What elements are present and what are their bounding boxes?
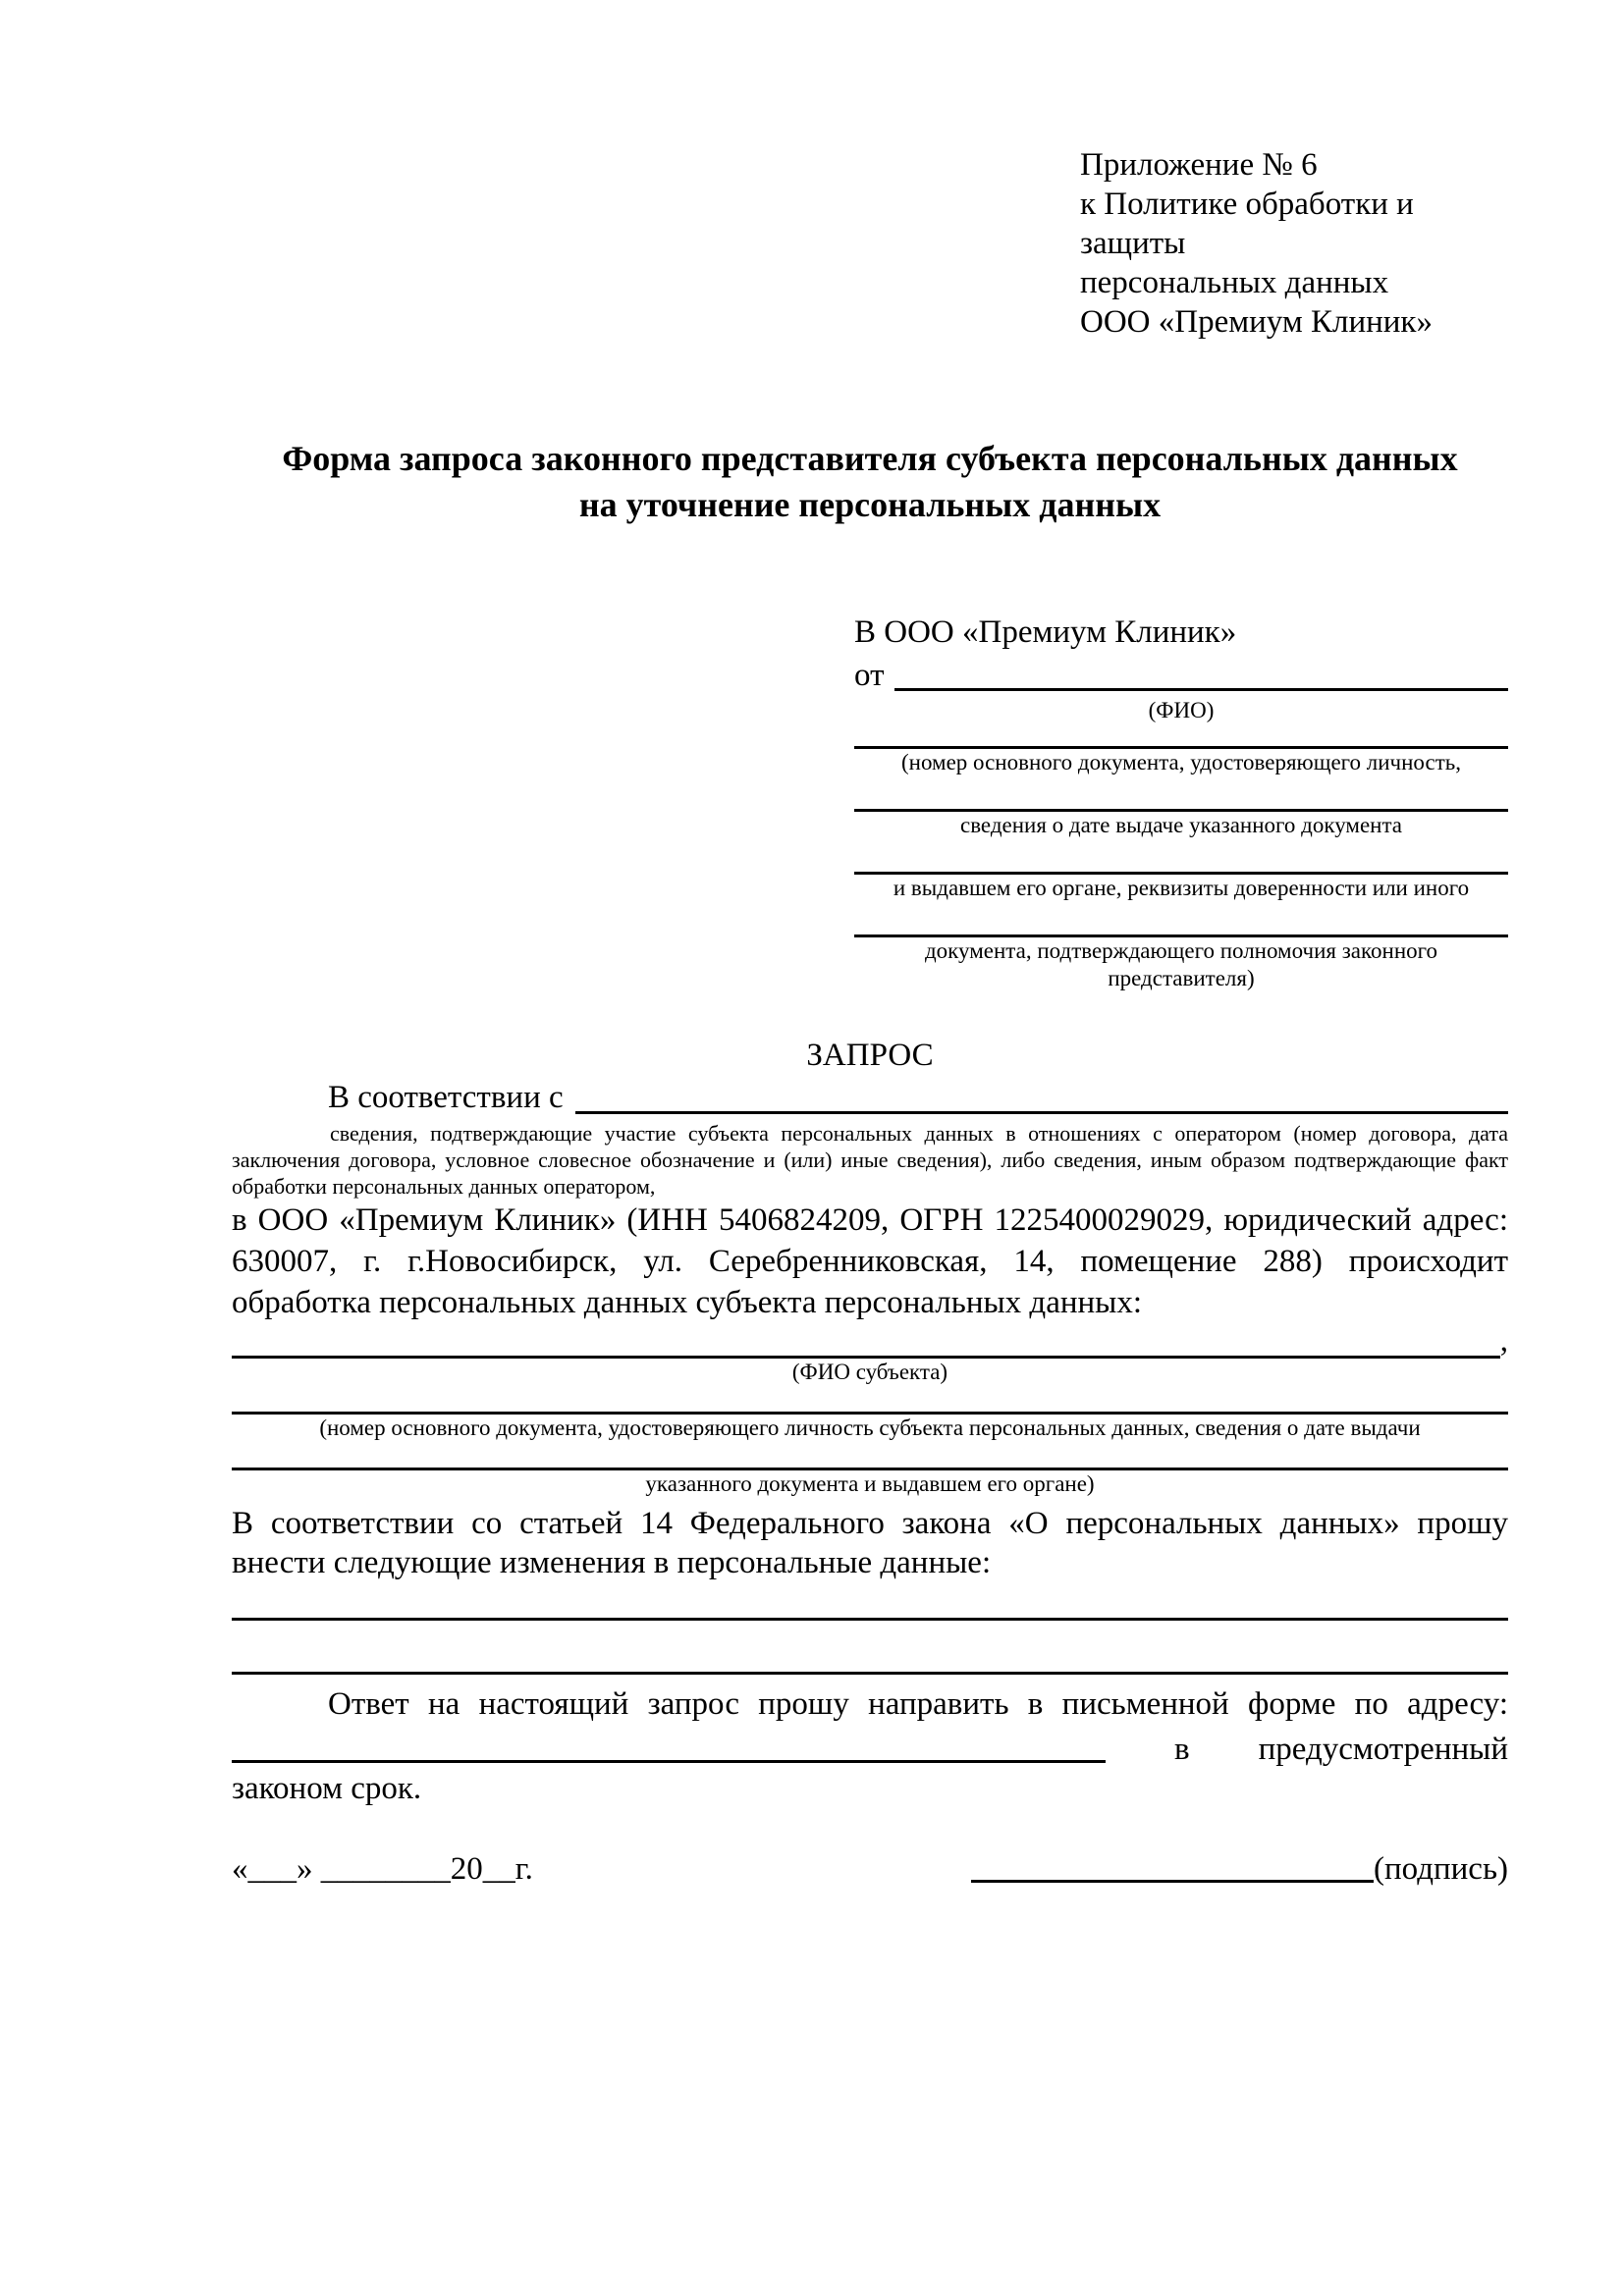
date-signature-row	[232, 1849, 1508, 1889]
appendix-line: персональных данных	[1080, 265, 1389, 300]
addressee-to: В ООО «Премиум Клиник»	[854, 614, 1237, 650]
representative-doc-blank-3	[854, 839, 1508, 902]
appendix-line: ООО «Премиум Клиник»	[1080, 304, 1433, 340]
basis-blank-line	[575, 1075, 1508, 1114]
intro-prefix: В соответствии с	[328, 1080, 564, 1115]
title-line-2: на уточнение персональных данных	[578, 485, 1162, 524]
addressee-block	[854, 611, 1508, 992]
law-paragraph	[232, 1504, 1508, 1582]
representative-doc-blank-1	[854, 724, 1508, 776]
from-label: от	[854, 658, 885, 693]
signature-block	[971, 1849, 1508, 1889]
changes-blank-line-1	[232, 1582, 1508, 1621]
changes-blank-line-2	[232, 1621, 1508, 1675]
operator-paragraph	[232, 1200, 1508, 1323]
law-line: В соответствии со статьей 14 Федерального закона «О персональных данных» прошу	[232, 1506, 1508, 1541]
response-paragraph	[232, 1684, 1508, 1724]
blank-caption: (номер основного документа, удостоверяющего личность,	[900, 750, 1461, 774]
signature-blank-line	[971, 1880, 1374, 1883]
appendix-note	[1080, 145, 1508, 342]
blank-caption: (номер основного документа, удостоверяющего личность субъекта персональных данных, сведения о дате выдачи	[319, 1415, 1421, 1440]
footnote-line: сведения, подтверждающие участие субъекта персональных данных в отношениях с оператором (номер договора, дата	[330, 1121, 1508, 1146]
footnote-line: обработки персональных данных оператором,	[232, 1174, 656, 1199]
request-heading: ЗАПРОС	[806, 1038, 934, 1073]
appendix-line: к Политике обработки и защиты	[1080, 187, 1414, 261]
blank-line	[854, 839, 1508, 875]
subject-doc-blank-1	[232, 1386, 1508, 1442]
blank-line	[854, 902, 1508, 937]
response-word-term: предусмотренный	[1258, 1732, 1508, 1767]
operator-line: в ООО «Премиум Клиник» (ИНН 5406824209, ОГРН 1225400029029, юридический адрес:	[232, 1202, 1508, 1238]
response-address-line	[232, 1724, 1508, 1769]
operator-line: 630007, г. г.Новосибирск, ул. Серебренниковская, 14, помещение 288) происходит	[232, 1244, 1508, 1279]
footnote-line: заключения договора, условное словесное обозначение и (или) иные сведения), либо сведения, иным образом подтверждающие факт	[232, 1148, 1508, 1172]
response-word-v: в	[1174, 1732, 1190, 1767]
request-intro-line	[232, 1075, 1508, 1120]
appendix-line: Приложение № 6	[1080, 147, 1318, 183]
response-closing: законом срок.	[232, 1771, 422, 1806]
fio-blank-line	[894, 654, 1509, 691]
address-blank-line	[232, 1760, 1106, 1763]
operator-line: обработка персональных данных субъекта персональных данных:	[232, 1285, 1142, 1320]
title-line-1: Форма запроса законного представителя субъекта персональных данных	[282, 439, 1458, 478]
basis-footnote	[232, 1120, 1508, 1200]
blank-line	[232, 1442, 1508, 1470]
blank-caption: сведения о дате выдаче указанного документа	[959, 813, 1403, 837]
blank-line	[854, 724, 1508, 749]
signature-caption: (подпись)	[1374, 1851, 1508, 1887]
response-line: Ответ на настоящий запрос прошу направить в письменной форме по адресу:	[328, 1686, 1508, 1722]
representative-doc-blank-4	[854, 902, 1508, 992]
subject-fio-caption: (ФИО субъекта)	[791, 1360, 948, 1384]
blank-caption: документа, подтверждающего полномочия законного представителя)	[924, 938, 1437, 990]
blank-line	[232, 1386, 1508, 1415]
blank-caption: указанного документа и выдавшем его органе)	[645, 1471, 1095, 1496]
addressee-from-line	[854, 654, 1508, 697]
date-template: «___» ________20__г.	[232, 1851, 533, 1887]
subject-fio-line	[232, 1323, 1508, 1359]
blank-caption: и выдавшем его органе, реквизиты доверенности или иного	[893, 876, 1470, 900]
representative-doc-blank-2	[854, 776, 1508, 839]
fio-caption: (ФИО)	[1148, 698, 1215, 722]
subject-fio-blank-line	[232, 1323, 1500, 1359]
blank-line	[854, 776, 1508, 812]
trailing-comma: ,	[1499, 1323, 1508, 1359]
law-line: внести следующие изменения в персональные данные:	[232, 1545, 992, 1580]
document-title	[232, 436, 1508, 528]
subject-doc-blank-2	[232, 1442, 1508, 1498]
